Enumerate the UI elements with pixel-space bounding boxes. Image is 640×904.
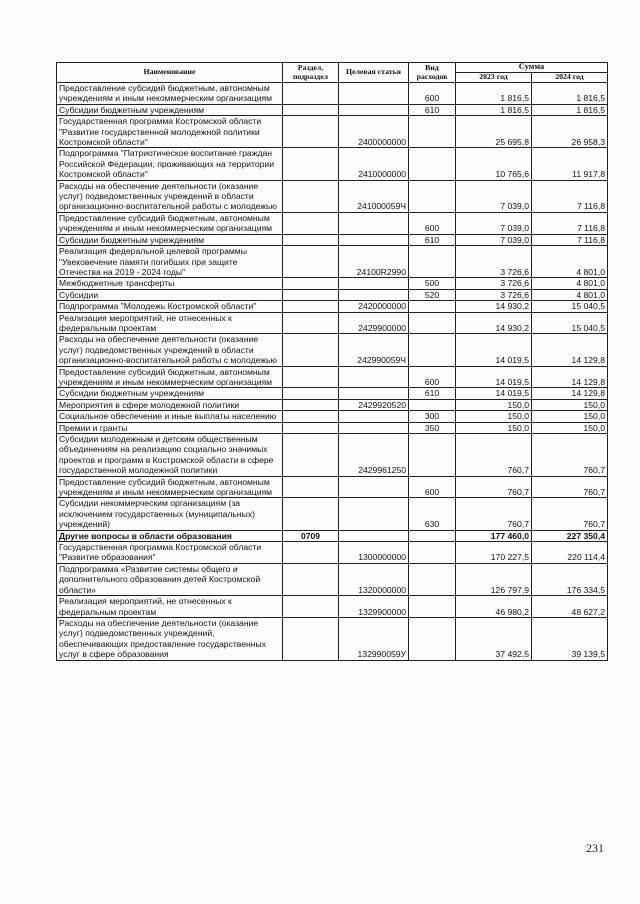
row-section [283,278,339,289]
row-sum-2023: 760,7 [456,434,532,477]
row-sum-2024: 150,0 [532,411,608,422]
row-section [283,246,339,278]
row-sum-2024: 14 129,8 [532,334,608,366]
table-row [57,366,608,388]
row-name: Расходы на обеспечение деятельности (оказание услуг) подведомственных учреждений в области организационно-воспитательной работы с молодежью [57,180,283,212]
row-expense-type: 610 [409,104,456,115]
row-section [283,476,339,498]
row-sum-2023: 7 039,0 [456,234,532,245]
row-sum-2023: 25 695,8 [456,116,532,148]
row-sum-2024: 48 627,2 [532,596,608,618]
row-sum-2023: 126 797,9 [456,563,532,595]
row-sum-2023: 14 930,2 [456,301,532,312]
row-target-code [339,83,409,105]
table-row [57,334,608,366]
row-name: Государственная программа Костромской области "Развитие образования" [57,542,283,564]
row-section [283,116,339,148]
row-target-code [339,388,409,399]
row-sum-2024: 14 129,8 [532,366,608,388]
table-row [57,596,608,618]
table-row [57,83,608,105]
table-row [57,148,608,180]
row-target-code: 242990059Ч [339,334,409,366]
row-target-code [339,411,409,422]
row-target-code: 1300000000 [339,542,409,564]
row-section [283,388,339,399]
header-name: Наименование [57,63,283,83]
row-expense-type [409,116,456,148]
row-sum-2024: 26 958,3 [532,116,608,148]
row-expense-type: 600 [409,212,456,234]
header-year-2023: 2023 год [456,73,532,83]
row-target-code [339,278,409,289]
row-target-code [339,476,409,498]
table-row [57,234,608,245]
row-sum-2023: 14 019,5 [456,388,532,399]
row-sum-2024: 227 350,4 [532,530,608,541]
row-section [283,563,339,595]
row-sum-2023: 37 492,5 [456,617,532,660]
row-section [283,301,339,312]
table-row [57,542,608,564]
row-sum-2024: 11 917,8 [532,148,608,180]
table-row [57,476,608,498]
row-expense-type [409,399,456,410]
row-name: Предоставление субсидий бюджетным, автономным учреждениям и иным некоммерческим организациям [57,212,283,234]
row-target-code [339,422,409,433]
row-sum-2023: 14 019,5 [456,334,532,366]
row-sum-2023: 3 726,6 [456,278,532,289]
row-section [283,148,339,180]
header-expense-type: Вид расходов [409,63,456,83]
row-expense-type [409,617,456,660]
row-target-code: 1329900000 [339,596,409,618]
table-row [57,388,608,399]
row-section [283,596,339,618]
row-sum-2024: 7 116,8 [532,180,608,212]
header-target: Целевая статья [339,63,409,83]
table-header [57,63,608,83]
row-name: Подпрограмма "Молодежь Костромской области" [57,301,283,312]
table-row [57,434,608,477]
row-name: Реализация мероприятий, не отнесенных к федеральным проектам [57,596,283,618]
row-sum-2023: 1 816,5 [456,104,532,115]
row-section [283,617,339,660]
table-row [57,422,608,433]
row-target-code: 2410000000 [339,148,409,180]
row-name: Субсидии молодежным и детским общественным объединениям на реализацию социально значимых проектов и программ в Костромской области в сфере государственной молодежной политики [57,434,283,477]
row-sum-2023: 150,0 [456,399,532,410]
row-name: Реализация федеральной целевой программы "Увековечение памяти погибших при защите Отечества на 2019 - 2024 годы" [57,246,283,278]
row-expense-type [409,180,456,212]
row-target-code [339,530,409,541]
row-section [283,542,339,564]
row-target-code: 2420000000 [339,301,409,312]
row-section [283,180,339,212]
row-section: 0709 [283,530,339,541]
row-section [283,289,339,300]
row-section [283,234,339,245]
row-name: Другие вопросы в области образования [57,530,283,541]
row-target-code: 2400000000 [339,116,409,148]
row-sum-2024: 4 801,0 [532,246,608,278]
row-section [283,104,339,115]
table-row [57,104,608,115]
row-name: Предоставление субсидий бюджетным, автономным учреждениям и иным некоммерческим организациям [57,366,283,388]
row-section [283,83,339,105]
row-name: Субсидии [57,289,283,300]
header-year-2024: 2024 год [532,73,608,83]
row-expense-type: 300 [409,411,456,422]
row-expense-type: 600 [409,366,456,388]
header-sum: Сумма [456,63,608,73]
header-section: Раздел, подраздел [283,63,339,83]
row-sum-2023: 170 227,5 [456,542,532,564]
row-sum-2024: 176 334,5 [532,563,608,595]
row-name: Расходы на обеспечение деятельности (оказание услуг) подведомственных учреждений в области организационно-воспитательной работы с молодежью [57,334,283,366]
row-sum-2024: 7 116,8 [532,234,608,245]
row-expense-type [409,148,456,180]
row-target-code [339,366,409,388]
row-sum-2023: 10 765,6 [456,148,532,180]
row-expense-type: 520 [409,289,456,300]
row-name: Реализация мероприятий, не отнесенных к федеральным проектам [57,312,283,334]
row-sum-2024: 220 114,4 [532,542,608,564]
row-expense-type [409,434,456,477]
row-expense-type: 500 [409,278,456,289]
table-row [57,278,608,289]
row-target-code [339,498,409,530]
row-target-code: 2429961250 [339,434,409,477]
row-target-code: 1320000000 [339,563,409,595]
row-sum-2023: 3 726,6 [456,246,532,278]
row-expense-type: 630 [409,498,456,530]
row-name: Предоставление субсидий бюджетным, автономным учреждениям и иным некоммерческим организациям [57,83,283,105]
row-sum-2023: 1 816,5 [456,83,532,105]
row-target-code: 241000059Ч [339,180,409,212]
row-expense-type: 600 [409,476,456,498]
row-section [283,498,339,530]
row-sum-2023: 177 460,0 [456,530,532,541]
row-sum-2023: 3 726,6 [456,289,532,300]
row-expense-type [409,530,456,541]
row-sum-2023: 46 980,2 [456,596,532,618]
row-sum-2024: 14 129,8 [532,388,608,399]
row-name: Субсидии бюджетным учреждениям [57,234,283,245]
row-sum-2024: 760,7 [532,434,608,477]
row-section [283,366,339,388]
budget-table [56,62,608,661]
row-expense-type [409,563,456,595]
row-sum-2024: 39 139,5 [532,617,608,660]
row-sum-2024: 150,0 [532,399,608,410]
row-target-code [339,289,409,300]
row-expense-type: 350 [409,422,456,433]
table-body [57,83,608,661]
table-row [57,301,608,312]
row-sum-2023: 150,0 [456,422,532,433]
row-target-code: 132990059У [339,617,409,660]
row-sum-2024: 4 801,0 [532,289,608,300]
row-target-code [339,212,409,234]
row-expense-type [409,301,456,312]
row-sum-2023: 150,0 [456,411,532,422]
row-name: Субсидии бюджетным учреждениям [57,104,283,115]
row-sum-2023: 7 039,0 [456,212,532,234]
row-expense-type: 610 [409,234,456,245]
row-sum-2023: 7 039,0 [456,180,532,212]
table-row [57,212,608,234]
row-target-code [339,104,409,115]
table-row [57,411,608,422]
row-section [283,422,339,433]
row-name: Государственная программа Костромской области "Развитие государственной молодежной политики Костромской области" [57,116,283,148]
row-sum-2023: 14 019,5 [456,366,532,388]
row-name: Межбюджетные трансферты [57,278,283,289]
table-row [57,116,608,148]
row-expense-type [409,334,456,366]
row-name: Субсидии некоммерческим организациям (за исключением государственных (муниципальных) учреждений) [57,498,283,530]
row-section [283,212,339,234]
table-row [57,289,608,300]
row-name: Социальное обеспечение и иные выплаты населению [57,411,283,422]
row-expense-type [409,542,456,564]
row-target-code: 2429920520 [339,399,409,410]
row-target-code: 24100R2990 [339,246,409,278]
table-row [57,530,608,541]
row-sum-2024: 7 116,8 [532,212,608,234]
row-name: Предоставление субсидий бюджетным, автономным учреждениям и иным некоммерческим организациям [57,476,283,498]
row-sum-2024: 15 040,5 [532,301,608,312]
row-name: Премии и гранты [57,422,283,433]
row-section [283,411,339,422]
row-sum-2023: 760,7 [456,498,532,530]
row-section [283,334,339,366]
row-name: Расходы на обеспечение деятельности (оказание услуг) подведомственных учреждений, обеспечивающих предоставление государственных услуг в сфере образования [57,617,283,660]
row-sum-2024: 150,0 [532,422,608,433]
row-name: Мероприятия в сфере молодежной политики [57,399,283,410]
row-sum-2024: 15 040,5 [532,312,608,334]
row-sum-2024: 760,7 [532,498,608,530]
table-row [57,180,608,212]
row-sum-2023: 760,7 [456,476,532,498]
row-sum-2024: 4 801,0 [532,278,608,289]
table-row [57,563,608,595]
row-sum-2024: 1 816,5 [532,104,608,115]
page-number: 231 [586,841,604,855]
row-target-code: 2429900000 [339,312,409,334]
row-name: Подпрограмма «Развитие системы общего и дополнительного образования детей Костромской области» [57,563,283,595]
row-expense-type [409,596,456,618]
row-section [283,312,339,334]
row-expense-type [409,246,456,278]
table-row [57,246,608,278]
table-row [57,399,608,410]
row-section [283,434,339,477]
row-sum-2023: 14 930,2 [456,312,532,334]
row-expense-type [409,312,456,334]
row-expense-type: 600 [409,83,456,105]
row-target-code [339,234,409,245]
table-row [57,617,608,660]
table-row [57,312,608,334]
row-expense-type: 610 [409,388,456,399]
table-row [57,498,608,530]
row-sum-2024: 760,7 [532,476,608,498]
row-name: Подпрограмма "Патриотическое воспитание граждан Российской Федерации, проживающих на территории Костромской области" [57,148,283,180]
row-sum-2024: 1 816,5 [532,83,608,105]
row-name: Субсидии бюджетным учреждениям [57,388,283,399]
row-section [283,399,339,410]
